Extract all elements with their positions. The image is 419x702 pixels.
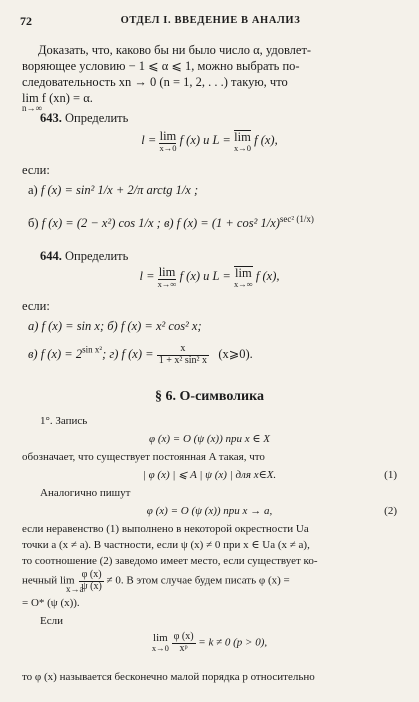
paragraph-line3: то соотношение (2) заведомо имеет место, если существует ко- — [22, 555, 318, 567]
equation-number-1: (1) — [384, 469, 397, 481]
esli-label-1: если: — [22, 163, 50, 177]
problem-643-heading: 643. Определить — [40, 111, 129, 125]
running-title: ОТДЕЛ I. ВВЕДЕНИЕ В АНАЛИЗ — [120, 15, 301, 26]
subsection-label: 1°. Запись — [40, 415, 88, 427]
definition-text: обозначает, что существует постоянная A такая, что — [22, 451, 265, 463]
esli-label-2: если: — [22, 299, 50, 313]
problem-644-ab: а) f (x) = sin x; б) f (x) = x² cos² x; — [28, 319, 202, 333]
limit-order-formula: lim x→0 $\frac{\varphi (x)}{\text{xᵖ}}$ = k ≠ 0 (p > 0), — [151, 631, 268, 654]
problem-644-vg: в) f $(x) = 2^{sin x^2}$; г) f (x) = $\frac{x}{\text{1 + x² sin² x}}$ (x⩾0). — [28, 343, 253, 366]
problem-644-limits: l = lim x→∞ f (x) и L = lim x→∞ f (x), — [139, 265, 280, 289]
page-number: 72 — [20, 14, 32, 28]
problem-643-limits: l = lim x→0 f (x) и L = lim x→0 f (x), — [141, 129, 278, 153]
problem-644-heading: 644. Определить — [40, 249, 129, 263]
equation-number-2: (2) — [384, 505, 397, 517]
paragraph-line5: = O* (ψ (x)). — [22, 597, 80, 609]
paragraph-line1: если неравенство (1) выполнено в некоторой окрестности Ua — [22, 523, 309, 535]
definition-formula: φ (x) = O (ψ (x)) при x ∈ X — [148, 433, 271, 445]
section-heading: § 6. O-символика — [155, 389, 264, 404]
esli-label-3: Если — [40, 615, 63, 627]
final-line: то φ (x) называется бесконечно малой порядка p относительно — [22, 671, 315, 683]
problem-643-a: а) f (x) = sin² 1/x + 2/π arctg 1/x ; — [28, 183, 199, 197]
problem-642-line2: воряющее условию − 1 ⩽ α ⩽ 1, можно выбрать по- — [22, 59, 300, 73]
paragraph-line4: нечный lim $\frac{\varphi (x)}{\psi (x)}$ ≠ 0. В этом случае будем писать φ (x) = x→a — [22, 569, 290, 594]
problem-642-line4: lim f (xn) = α. n→∞ — [22, 91, 93, 113]
analog-text: Аналогично пишут — [40, 487, 131, 499]
inequality-1: | φ (x) | ⩽ A | ψ (x) | для x∈X. — [142, 469, 277, 481]
problem-642-line3: следовательность xn → 0 (n = 1, 2, . . .) такую, что — [22, 75, 288, 89]
problem-642-tail: Доказать, что, каково бы ни было число α, удовлет- — [38, 43, 312, 57]
paragraph-line2: точки a (x ≠ a). В частности, если ψ (x) ≠ 0 при x ∈ Ua (x ≠ a), — [22, 539, 310, 551]
formula-2: φ (x) = O (ψ (x)) при x → a, — [146, 505, 273, 517]
page-header — [20, 14, 401, 32]
problem-643-b: б) f (x) = (2 − x²) cos 1/x ; в) f (x) = (1 + cos² 1/x)$^{sec^2 (1/x)}$ — [28, 214, 314, 231]
